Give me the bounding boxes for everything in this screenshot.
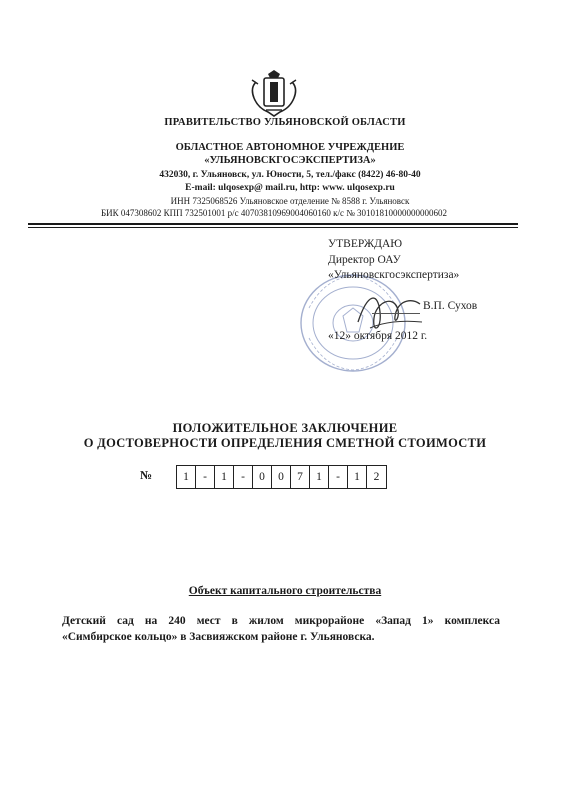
number-box: 0 (272, 466, 291, 488)
coat-of-arms-icon (246, 68, 302, 120)
approval-heading: УТВЕРЖДАЮ (328, 238, 403, 250)
organization-inn: ИНН 7325068526 Ульяновское отделение № 8588 г. Ульяновск (170, 196, 410, 206)
document-number-boxes (176, 465, 387, 489)
organization-bank-details: БИК 047308602 КПП 732501001 р/с 40703810969004060160 к/с № 30101810000000000602 (100, 208, 448, 218)
organization-type: ОБЛАСТНОЕ АВТОНОМНОЕ УЧРЕЖДЕНИЕ (175, 142, 405, 153)
organization-address: 432030, г. Ульяновск, ул. Юности, 5, тел./факс (8422) 46-80-40 (159, 170, 421, 180)
approval-date: «12» октября 2012 г. (328, 330, 428, 342)
organization-contacts: E-mail: ulqosexp@ mail.ru, http: www. ulqosexp.ru (185, 183, 395, 193)
number-box: 7 (291, 466, 310, 488)
organization-name: «УЛЬЯНОВСКГОСЭКСПЕРТИЗА» (204, 155, 376, 166)
header-divider-thick (28, 223, 518, 225)
number-box: 0 (253, 466, 272, 488)
signature-line (372, 313, 420, 314)
number-box: 1 (177, 466, 196, 488)
number-box: 1 (348, 466, 367, 488)
number-box: 1 (215, 466, 234, 488)
document-title: ПОЛОЖИТЕЛЬНОЕ ЗАКЛЮЧЕНИЕ (172, 421, 398, 435)
number-label: № (140, 468, 153, 482)
number-box: - (196, 466, 215, 488)
approval-organization: «Ульяновскгосэкспертиза» (328, 269, 460, 281)
header-divider-thin (28, 227, 518, 228)
number-box: - (329, 466, 348, 488)
object-label: Объект капитального строительства (188, 585, 382, 597)
signer-name: В.П. Сухов (423, 300, 478, 312)
object-description-line1: Детский сад на 240 мест в жилом микрорайоне «Запад 1» комплекса (62, 615, 500, 627)
object-description-line2: «Симбирское кольцо» в Засвияжском районе г. Ульяновска. (62, 631, 375, 643)
document-subtitle: О ДОСТОВЕРНОСТИ ОПРЕДЕЛЕНИЯ СМЕТНОЙ СТОИМОСТИ (83, 436, 487, 450)
government-name: ПРАВИТЕЛЬСТВО УЛЬЯНОВСКОЙ ОБЛАСТИ (164, 117, 406, 128)
number-box: 1 (310, 466, 329, 488)
number-box: 2 (373, 471, 380, 483)
number-box: - (234, 466, 253, 488)
approval-position: Директор ОАУ (328, 254, 401, 266)
